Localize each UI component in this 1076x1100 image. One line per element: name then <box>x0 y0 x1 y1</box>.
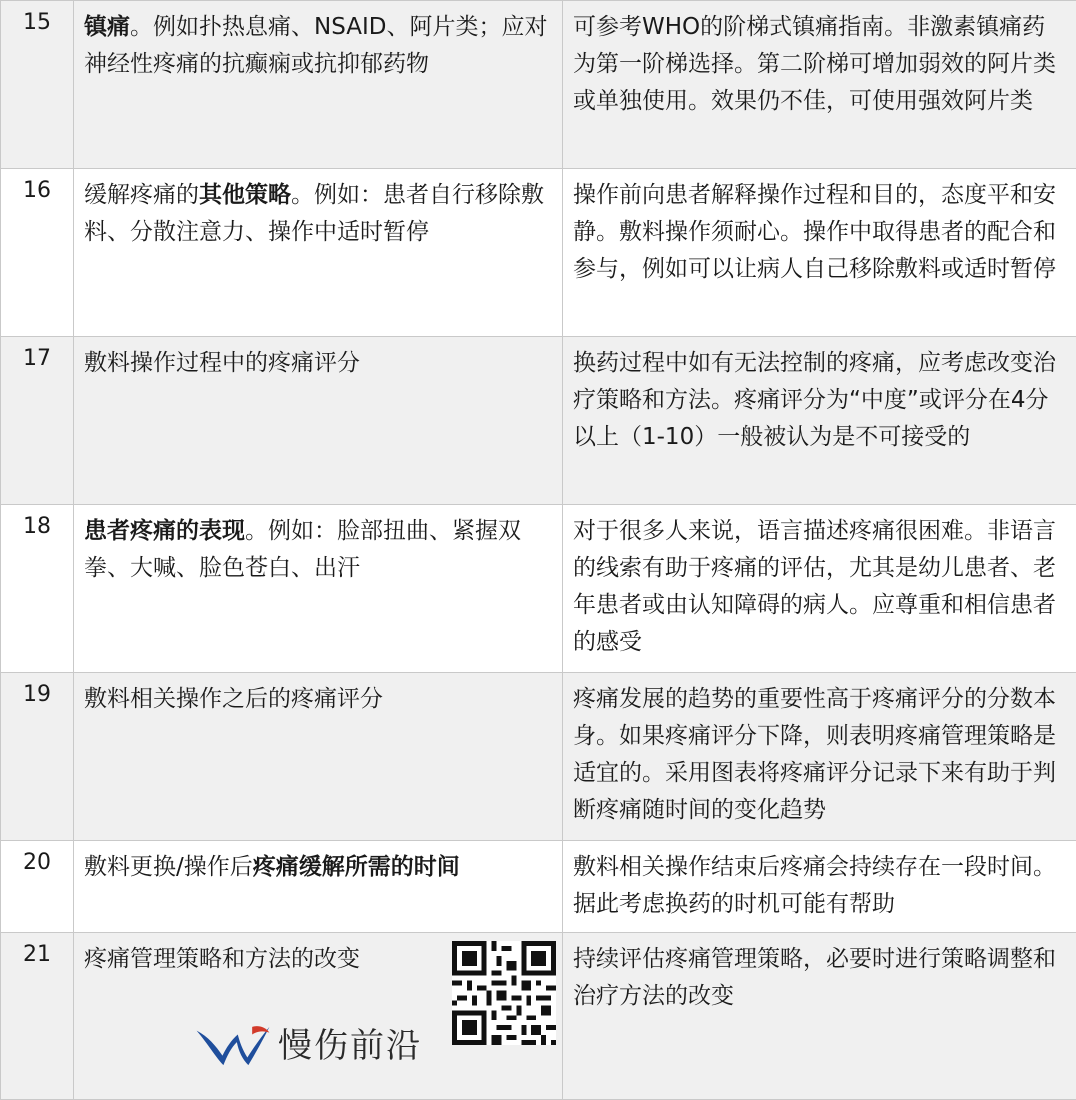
row-number: 19 <box>1 673 74 841</box>
item-bold: 其他策略 <box>199 182 291 208</box>
item-text: 。例如：患者自行移除敷料、分散注意力、操作中适时暂停 <box>84 182 544 245</box>
item-text: 。例如扑热息痛、NSAID、阿片类；应对神经性疼痛的抗癫痫或抗抑郁药物 <box>84 14 547 77</box>
item-text: 疼痛管理策略和方法的改变 <box>84 946 360 972</box>
item-bold: 疼痛缓解所需的时间 <box>253 854 460 880</box>
item-cell <box>74 337 563 505</box>
item-cell <box>74 673 563 841</box>
brand-name: 慢伤前沿 <box>278 1028 422 1065</box>
table-row <box>1 505 1076 673</box>
item-text: 敷料相关操作之后的疼痛评分 <box>84 686 383 712</box>
note-cell: 疼痛发展的趋势的重要性高于疼痛评分的分数本身。如果疼痛评分下降，则表明疼痛管理策略是适宜的。采用图表将疼痛评分记录下来有助于判断疼痛随时间的变化趋势 <box>563 673 1076 841</box>
item-cell <box>74 505 563 673</box>
table-row <box>1 337 1076 505</box>
item-bold: 患者疼痛的表现 <box>84 518 245 544</box>
row-number: 20 <box>1 841 74 933</box>
table-row <box>1 933 1076 1100</box>
item-text: 。例如：脸部扭曲、紧握双拳、大喊、脸色苍白、出汗 <box>84 518 521 581</box>
qr-code-icon <box>452 941 556 1045</box>
note-cell: 操作前向患者解释操作过程和目的，态度平和安静。敷料操作须耐心。操作中取得患者的配合和参与，例如可以让病人自己移除敷料或适时暂停 <box>563 169 1076 337</box>
row-number: 21 <box>1 933 74 1100</box>
note-cell: 换药过程中如有无法控制的疼痛，应考虑改变治疗策略和方法。疼痛评分为“中度”或评分在4分以上（1-10）一般被认为是不可接受的 <box>563 337 1076 505</box>
item-text: 敷料操作过程中的疼痛评分 <box>84 350 360 376</box>
brand-mark-icon <box>194 1023 272 1069</box>
item-cell <box>74 1 563 169</box>
row-number: 18 <box>1 505 74 673</box>
item-cell <box>74 933 563 1100</box>
table-row <box>1 673 1076 841</box>
note-cell: 可参考WHO的阶梯式镇痛指南。非激素镇痛药为第一阶梯选择。第二阶梯可增加弱效的阿片类或单独使用。效果仍不佳，可使用强效阿片类 <box>563 1 1076 169</box>
item-bold: 镇痛 <box>84 14 130 40</box>
table-row <box>1 169 1076 337</box>
note-cell: 对于很多人来说，语言描述疼痛很困难。非语言的线索有助于疼痛的评估，尤其是幼儿患者、老年患者或由认知障碍的病人。应尊重和相信患者的感受 <box>563 505 1076 673</box>
table-row <box>1 1 1076 169</box>
item-text: 缓解疼痛的 <box>84 182 199 208</box>
row-number: 15 <box>1 1 74 169</box>
item-text: 敷料更换/操作后 <box>84 854 253 880</box>
brand-logo <box>194 1023 422 1069</box>
item-cell <box>74 169 563 337</box>
table-row <box>1 841 1076 933</box>
row-number: 17 <box>1 337 74 505</box>
note-cell: 敷料相关操作结束后疼痛会持续存在一段时间。据此考虑换药的时机可能有帮助 <box>563 841 1076 933</box>
item-cell <box>74 841 563 933</box>
row-number: 16 <box>1 169 74 337</box>
watermark-area <box>84 941 552 1091</box>
note-cell: 持续评估疼痛管理策略，必要时进行策略调整和治疗方法的改变 <box>563 933 1076 1100</box>
